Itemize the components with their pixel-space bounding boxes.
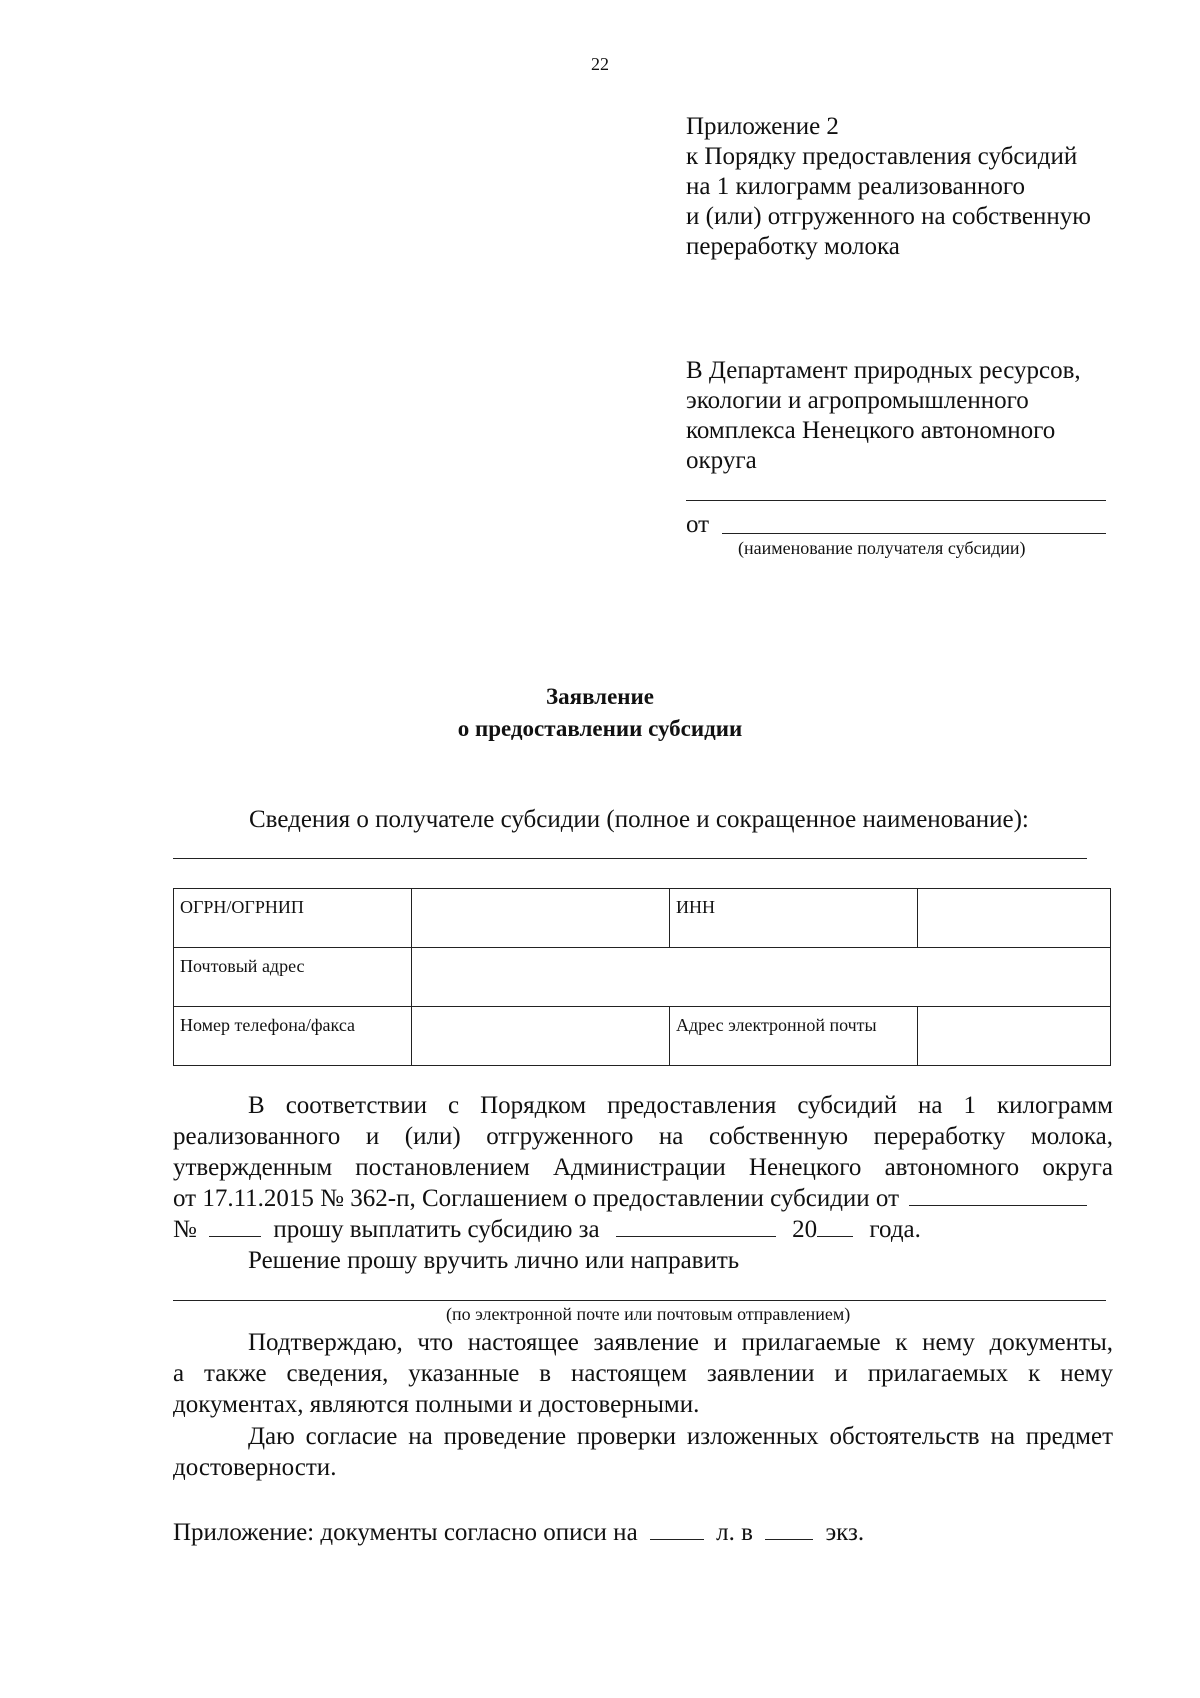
addressee-line: округа [686,447,757,474]
consent-paragraph [173,1421,1113,1483]
request-text: прошу выплатить субсидию за [273,1216,600,1243]
sheets-count-field[interactable] [650,1517,704,1540]
year-suffix: года. [869,1216,921,1243]
table-row [174,889,1111,948]
paragraph-line: достоверности. [173,1454,337,1481]
request-paragraph [173,1090,1113,1276]
delivery-method-field[interactable] [173,1300,1106,1301]
paragraph-line: В соответствии с Порядком предоставления субсидий на 1 килограмм [248,1092,1113,1119]
email-value-cell[interactable] [918,1007,1111,1066]
agreement-number-field[interactable] [209,1214,261,1237]
paragraph-line: Даю согласие на проведение проверки изложенных обстоятельств на предмет [248,1423,1113,1450]
appendix-line: переработку молока [686,233,900,260]
paragraph-line: Подтверждаю, что настоящее заявление и прилагаемые к нему документы, [248,1329,1113,1356]
appendix-line: Приложение 2 [686,113,839,140]
number-sign: № [173,1216,197,1243]
paragraph-line: документах, являются полными и достоверными. [173,1391,700,1418]
phone-value-cell[interactable] [412,1007,670,1066]
appendix-line: и (или) отгруженного на собственную [686,203,1091,230]
table-row [174,1007,1111,1066]
attachments-end: экз. [825,1519,865,1546]
paragraph-line [173,1214,1113,1245]
requisites-table [173,888,1111,1066]
document-subtitle: о предоставлении субсидии [457,716,743,741]
address-label: Почтовый адрес [174,948,412,1007]
addressee-blank-line[interactable] [686,500,1106,501]
paragraph-line: утвержденным постановлением Администрации Ненецкого автономного округа [173,1154,1113,1181]
addressee-block [686,356,1081,476]
addressee-line: комплекса Ненецкого автономного [686,417,1056,444]
phone-label: Номер телефона/факса [174,1007,412,1066]
inn-value-cell[interactable] [918,889,1111,948]
appendix-reference [686,112,1091,262]
delivery-method-caption: (по электронной почте или почтовым отправлением) [446,1304,851,1324]
paragraph-line: реализованного и (или) отгруженного на собственную переработку молока, [173,1123,1113,1150]
paragraph-line: а также сведения, указанные в настоящем заявлении и прилагаемых к нему [173,1360,1113,1387]
paragraph-line [173,1183,1113,1214]
address-value-cell[interactable] [412,948,1111,1007]
confirmation-paragraph [173,1327,1113,1420]
year-prefix: 20 [792,1216,818,1243]
addressee-line: экологии и агропромышленного [686,387,1029,414]
ogrn-label: ОГРН/ОГРНИП [174,889,412,948]
recipient-name-line[interactable] [173,858,1087,859]
from-label: от [686,511,710,538]
period-field[interactable] [616,1214,776,1237]
year-field[interactable] [817,1214,853,1237]
copies-count-field[interactable] [765,1517,813,1540]
addressee-line: В Департамент природных ресурсов, [686,357,1081,384]
table-row [174,948,1111,1007]
inn-label: ИНН [670,889,918,948]
decision-line: Решение прошу вручить лично или направить [248,1247,740,1274]
appendix-line: к Порядку предоставления субсидий [686,143,1078,170]
recipient-info-label: Сведения о получателе субсидии (полное и сокращенное наименование): [249,806,1029,833]
agreement-date-field[interactable] [909,1183,1087,1206]
recipient-name-field[interactable] [722,533,1106,534]
document-title: Заявление [545,684,655,709]
recipient-name-caption: (наименование получателя субсидии) [738,538,1026,558]
email-label: Адрес электронной почты [670,1007,918,1066]
attachments-line [173,1517,864,1548]
attachments-text: Приложение: документы согласно описи на [173,1519,638,1546]
ogrn-value-cell[interactable] [412,889,670,948]
appendix-line: на 1 килограмм реализованного [686,173,1025,200]
attachments-mid: л. в [716,1519,753,1546]
agreement-text: от 17.11.2015 № 362-п, Соглашением о предоставлении субсидии от [173,1185,900,1212]
page-number: 22 [591,54,609,74]
